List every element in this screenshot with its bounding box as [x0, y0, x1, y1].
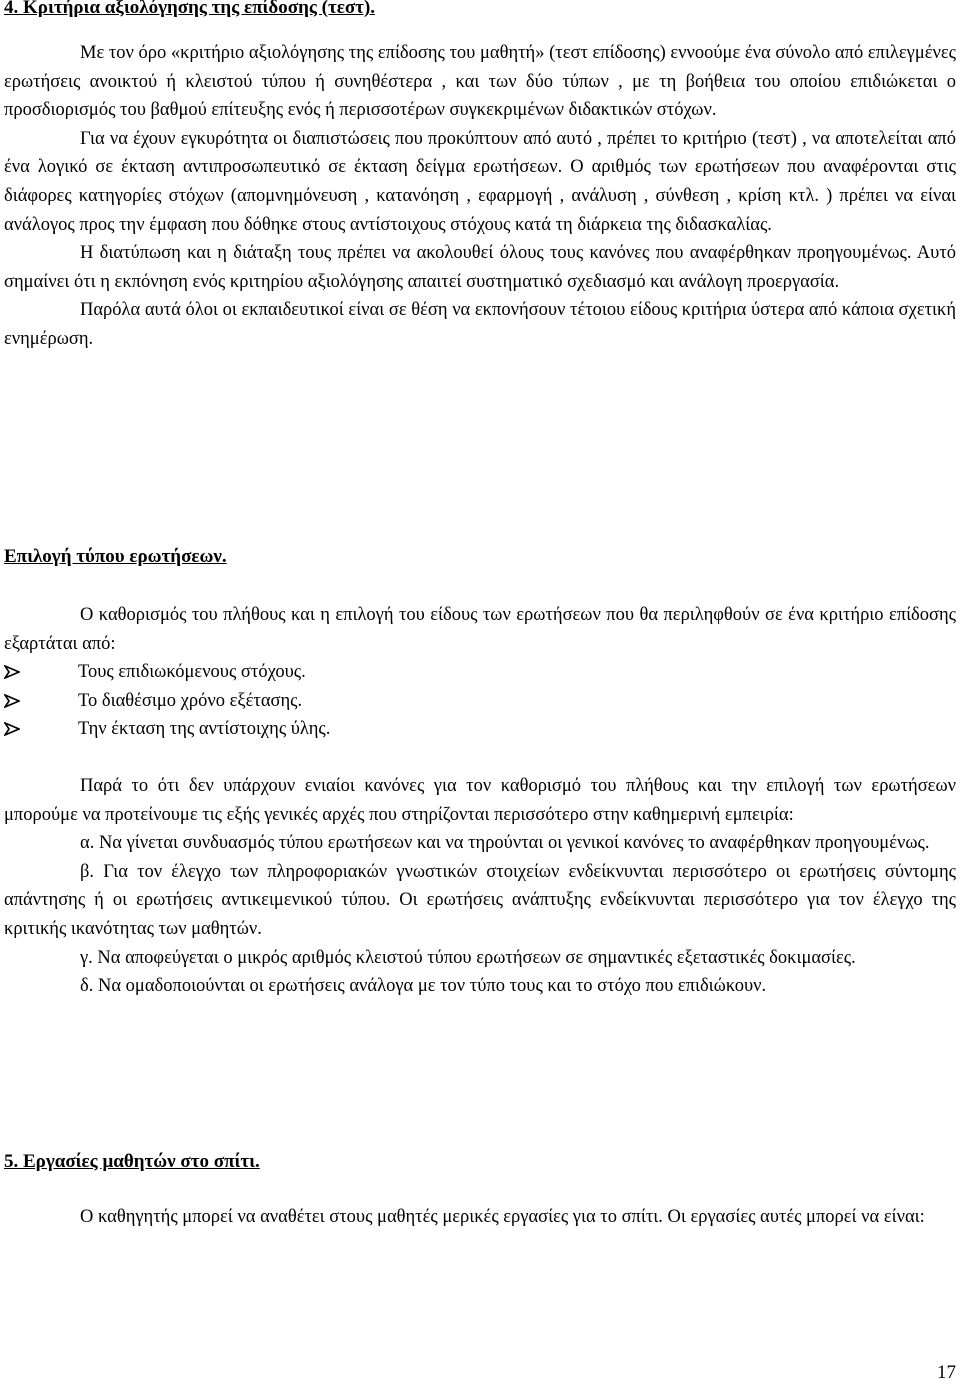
- list-item: [4, 658, 956, 687]
- paragraph: Με τον όρο «κριτήριο αξιολόγησης της επίδοσης του μαθητή» (τεστ επίδοσης) εννοούμε ένα σύνολο από επιλεγμένες ερωτήσεις ανοικτού ή κλειστού τύπου ή συνηθέστερα , και των δύο τύπων , με τη βοήθεια του οποίου επιδιώκεται ο προσδιορισμός του βαθμού επίτευξης ενός ή περισσοτέρων συγκεκριμένων διδακτικών στόχων.: [4, 43, 956, 121]
- principles-block: [4, 772, 956, 1001]
- paragraph: Παρόλα αυτά όλοι οι εκπαιδευτικοί είναι σε θέση να εκπονήσουν τέτοιου είδους κριτήρια ύστερα από κάποια σχετική ενημέρωση.: [4, 300, 956, 349]
- question-types-heading: Επιλογή τύπου ερωτήσεων.: [4, 546, 227, 567]
- paragraph: Η διατύπωση και η διάταξη τους πρέπει να ακολουθεί όλους τους κανόνες που αναφέρθηκαν προηγουμένως. Αυτό σημαίνει ότι η εκπόνηση ενός κριτηρίου αξιολόγησης απαιτεί συστηματικό σχεδιασμό και ανάλογη προεργασία.: [4, 243, 956, 292]
- section-4-body: [4, 39, 956, 354]
- criteria-list: [4, 658, 956, 744]
- principle-item: β. Για τον έλεγχο των πληροφοριακών γνωστικών στοιχείων ενδείκνυνται περισσότερο οι ερωτήσεις σύντομης απάντησης ή οι ερωτήσεις αντικειμενικού τύπου. Οι ερωτήσεις ανάπτυξης ενδείκνυνται περισσότερο για τον έλεγχο της κριτικής ικανότητας των μαθητών.: [4, 861, 956, 939]
- list-item-text: Τους επιδιωκόμενους στόχους.: [78, 662, 306, 683]
- principle-item: δ. Να ομαδοποιούνται οι ερωτήσεις ανάλογα με τον τύπο τους και το στόχο που επιδιώκουν.: [80, 976, 767, 997]
- intro-paragraph: Ο καθορισμός του πλήθους και η επιλογή του είδους των ερωτήσεων που θα περιληφθούν σε ένα κριτήριο επίδοσης εξαρτάται από:: [4, 605, 956, 654]
- list-item: [4, 687, 956, 716]
- list-item: [4, 715, 956, 744]
- list-item-text: Το διαθέσιμο χρόνο εξέτασης.: [78, 690, 303, 711]
- section-4-heading: 4. Κριτήρια αξιολόγησης της επίδοσης (τεστ).: [4, 0, 376, 18]
- paragraph: Για να έχουν εγκυρότητα οι διαπιστώσεις που προκύπτουν από αυτό , πρέπει το κριτήριο (τεστ) , να αποτελείται από ένα λογικό σε έκταση αντιπροσωπευτικό σε έκταση δείγμα ερωτήσεων. Ο αριθμός των ερωτήσεων που αναφέρονται στις διάφορες κατηγορίες στόχων (απομνημόνευση , κατανόηση , εφαρμογή , ανάλυση , σύνθεση , κρίση κτλ. ) πρέπει να είναι ανάλογος προς την έμφαση που δόθηκε στους αντίστοιχους στόχους κατά τη διάρκεια της διδασκαλίας.: [4, 128, 956, 235]
- question-types-body: [4, 601, 956, 744]
- arrow-bullet-icon: [4, 665, 20, 679]
- document-page: [4, 0, 956, 1387]
- principles-intro-paragraph: Παρά το ότι δεν υπάρχουν ενιαίοι κανόνες για τον καθορισμό του πλήθους και την επιλογή των ερωτήσεων μπορούμε να προτείνουμε τις εξής γενικές αρχές που στηρίζονται περισσότερο στην καθημερινή εμπειρία:: [4, 776, 956, 825]
- arrow-bullet-icon: [4, 722, 20, 736]
- section-5-heading: 5. Εργασίες μαθητών στο σπίτι.: [4, 1151, 260, 1172]
- list-item-text: Την έκταση της αντίστοιχης ύλης.: [78, 719, 331, 740]
- principle-item: α. Να γίνεται συνδυασμός τύπου ερωτήσεων και να τηρούνται οι γενικοί κανόνες το αναφέρθηκαν προηγουμένως.: [80, 833, 930, 854]
- arrow-bullet-icon: [4, 694, 20, 708]
- paragraph: Ο καθηγητής μπορεί να αναθέτει στους μαθητές μερικές εργασίες για το σπίτι. Οι εργασίες αυτές μπορεί να είναι:: [80, 1207, 925, 1227]
- principle-item: γ. Να αποφεύγεται ο μικρός αριθμός κλειστού τύπου ερωτήσεων σε σημαντικές εξεταστικές δοκιμασίες.: [80, 947, 856, 968]
- section-5-body: [4, 1203, 956, 1232]
- page-number: 17: [937, 1362, 956, 1383]
